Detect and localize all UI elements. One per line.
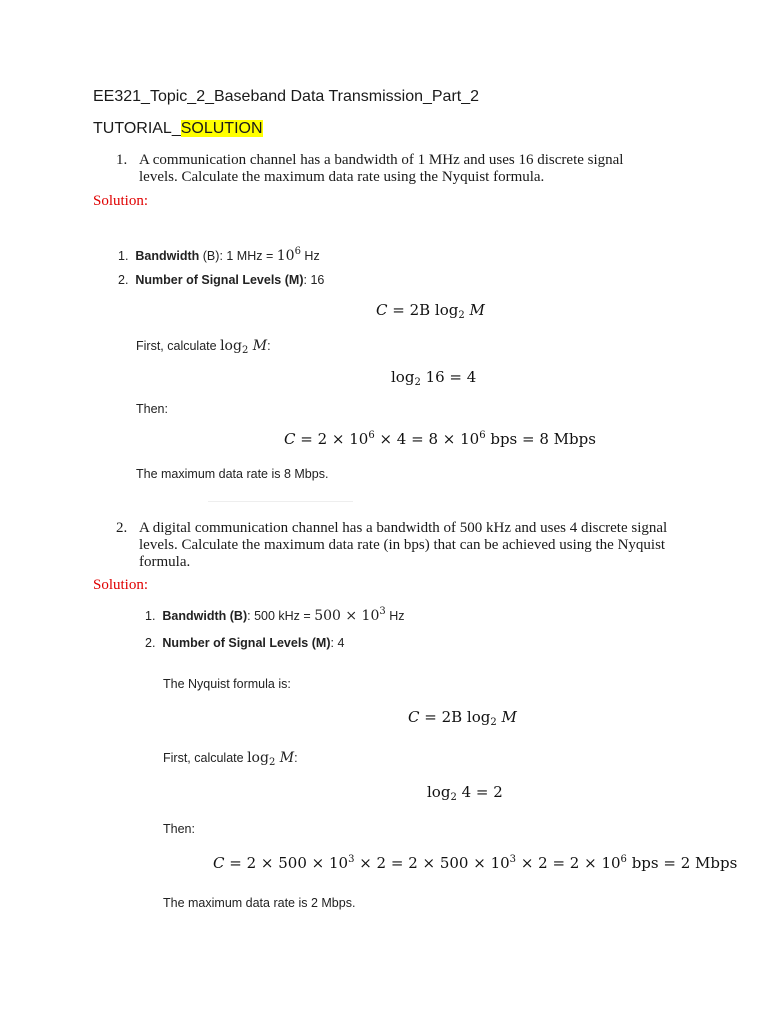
q2-item-bandwidth: 1. Bandwidth (B): 500 kHz = $500 \times 10^3$ Hz (145, 606, 405, 624)
q1-then-label: Then: (136, 402, 168, 416)
q2-item-signal-levels: 2. Number of Signal Levels (M): 4 (145, 636, 345, 650)
q1-item-bandwidth: 1. Bandwidth (B): 1 MHz = $10^6$ Hz (118, 246, 320, 264)
tutorial-prefix: TUTORIAL_ (93, 120, 181, 137)
q1-first-calculate: First, calculate $\log_2 M$: (136, 338, 271, 356)
q2-conclusion: The maximum data rate is 2 Mbps. (163, 896, 356, 910)
question-1-number: 1. (116, 152, 128, 168)
section-divider (208, 501, 353, 502)
q1-log-result: $\log_2 16 = 4$ (391, 368, 477, 388)
question-1-text: A communication channel has a bandwidth of 1 MHz and uses 16 discrete signal levels. Calculate the maximum data rate using the Nyquist formula. (139, 152, 624, 185)
tutorial-heading (93, 120, 263, 138)
q2-log-result: $\log_2 4 = 2$ (427, 783, 503, 803)
question-2-solution-label: Solution: (93, 577, 149, 593)
document-title: EE321_Topic_2_Baseband Data Transmission_Part_2 (93, 88, 480, 105)
q2-then-label: Then: (163, 822, 195, 836)
solution-highlight: SOLUTION (180, 120, 263, 137)
q2-first-calculate: First, calculate $\log_2 M$: (163, 750, 298, 768)
q1-conclusion: The maximum data rate is 8 Mbps. (136, 467, 329, 481)
q1-item-signal-levels: 2. Number of Signal Levels (M): 16 (118, 273, 325, 287)
question-1-solution-label: Solution: (93, 193, 149, 209)
q1-calculation: $C = 2 \times 10^6 \times 4 = 8 \times 10^6$ bps = 8 Mbps (284, 430, 596, 448)
q2-nyquist-formula: C = 2B $\log_2 M$ (408, 708, 517, 728)
question-2-number: 2. (116, 520, 128, 536)
q2-calculation: $C = 2 \times 500 \times 10^3 \times 2 = 2 \times 500 \times 10^3 \times 2 = 2 \times 10^6$ bps = 2 Mbps (213, 854, 738, 872)
q2-intro: The Nyquist formula is: (163, 677, 291, 691)
question-2-text: A digital communication channel has a bandwidth of 500 kHz and uses 4 discrete signal levels. Calculate the maximum data rate (in bps) that can be achieved using the Nyquist formula. (139, 520, 668, 570)
q1-nyquist-formula: C = 2B $\log_2 M$ (376, 301, 485, 321)
